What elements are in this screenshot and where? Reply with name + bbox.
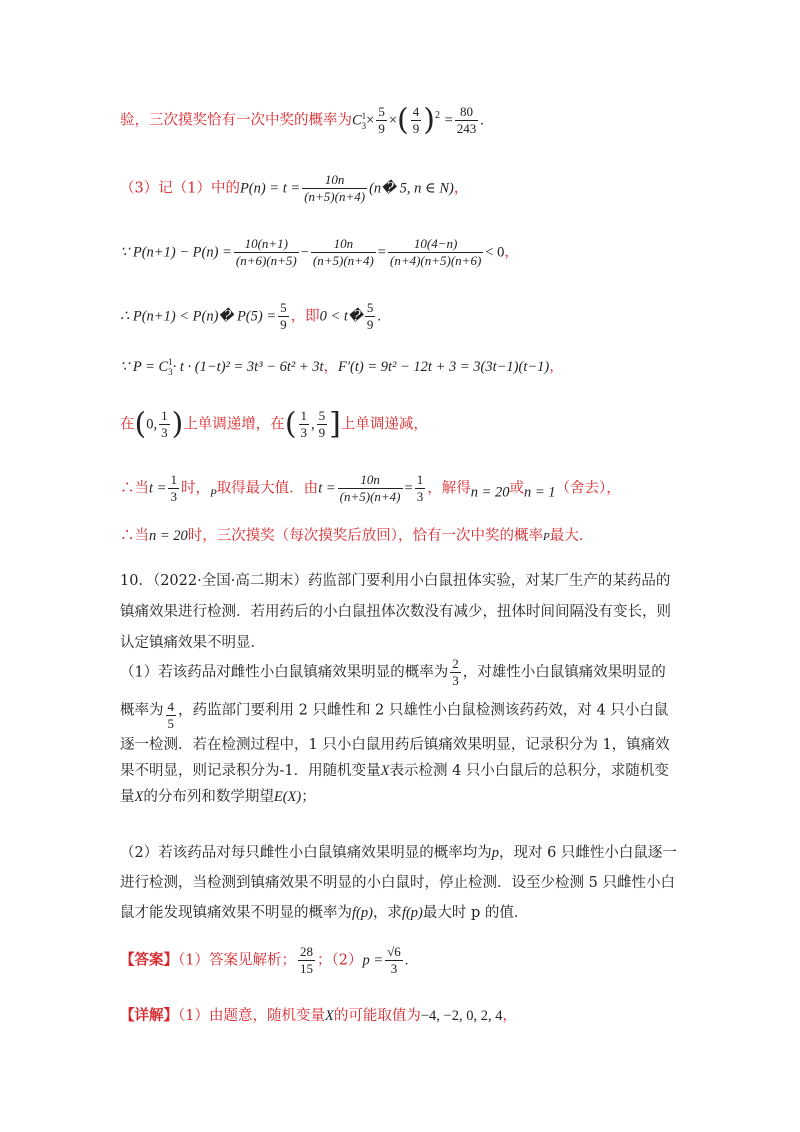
- math: f(p): [401, 905, 423, 921]
- text: （1）若该药品对雌性小白鼠镇痛效果明显的概率为: [120, 664, 449, 681]
- detail-line: [120, 1004, 700, 1028]
- math: · t · (1−t)² = 3t³ − 6t² + 3t: [172, 359, 324, 375]
- text: （舍去），: [555, 480, 621, 497]
- fraction: $\frac{1}{3}$: [300, 408, 308, 440]
- math: t =: [149, 480, 167, 497]
- math: < 0: [485, 244, 505, 261]
- problem-10-statement: [120, 566, 680, 659]
- text: 上单调递增，在: [183, 416, 285, 433]
- math: ∵ P = C: [120, 359, 169, 375]
- text: ，: [502, 1008, 517, 1024]
- answer-label: 【答案】: [120, 951, 178, 969]
- solution-line-4: [120, 300, 700, 333]
- text: （3）记（1）中的: [120, 180, 240, 197]
- text: （1）由题意，随机变量: [178, 1008, 325, 1024]
- text: ，求: [372, 905, 402, 921]
- fraction: $\frac{5}{9}$: [318, 408, 326, 440]
- text: 10．（2022·全国·高二期末）药监部门要利用小白鼠扭体实验，对某厂生产的某药品的镇痛效果进行检测．若用药后的小白鼠扭体次数没有减少，扭体时间间隔没有变长，则认定镇痛效果不明显．: [120, 573, 671, 651]
- math: C: [352, 112, 362, 129]
- fraction: $\frac{2}{3}$: [452, 656, 459, 688]
- text: 验，三次摸奖恰有一次中奖的概率为: [120, 112, 352, 129]
- text: ，即: [290, 308, 320, 325]
- math: P: [209, 487, 217, 500]
- answer-line: [120, 944, 700, 977]
- math-exp: 2: [434, 110, 440, 121]
- fraction: $\frac{4}{9}$: [412, 104, 420, 136]
- text: ，: [549, 359, 564, 375]
- fraction: $\frac{5}{9}$: [280, 300, 287, 332]
- math: n = 20: [149, 528, 188, 544]
- math: p: [491, 845, 499, 861]
- math-indices: 1 3: [168, 357, 173, 377]
- fraction: $\frac{28}{15}$: [299, 944, 313, 976]
- detail-label: 【详解】: [120, 1007, 178, 1024]
- math: P(n) = t =: [239, 180, 301, 197]
- fraction: $\frac{10(n+1)}{(n+6)(n+5)}$: [235, 236, 297, 268]
- fraction: $\frac{80}{243}$: [456, 104, 477, 136]
- math: 0,: [146, 416, 158, 433]
- text: ，: [323, 359, 339, 375]
- math: 0 < t�: [319, 308, 363, 325]
- text: ，: [453, 180, 469, 197]
- math: =: [377, 244, 386, 261]
- fraction: $\frac{5}{9}$: [366, 300, 374, 332]
- text: 时，: [180, 480, 210, 497]
- math: n = 20: [470, 484, 510, 501]
- math: n = 1: [524, 484, 556, 501]
- solution-line-7: [120, 472, 700, 505]
- text: .: [404, 952, 409, 969]
- text: ，药监部门要利用 2 只雌性和 2 只雄性小白鼠检测该药药效，对 4 只小白鼠逐一检测．若在检测过程中，1 只小白鼠用药后镇痛效果明显，记录积分为 1，镇痛效果不明显，则记录积分为-1．用随机变量: [120, 702, 670, 779]
- math: X: [134, 789, 144, 805]
- fraction: $\frac{10(4-n)}{(n+4)(n+5)(n+6)}$: [389, 236, 482, 268]
- math: =: [444, 112, 453, 129]
- text: 的可能取值为: [333, 1008, 421, 1024]
- text: ，现对 6 只雌性小白鼠逐一进行检测，当检测到镇痛效果不明显的小白鼠时，停止检测．设至少检测 5 只雌性小白鼠才能发现镇痛效果不明显的概率为: [120, 845, 677, 921]
- text: 表示检测 4 只小白鼠后的总积分，求随机变量: [120, 763, 669, 805]
- text: ；: [301, 789, 316, 805]
- math: f(p): [352, 905, 373, 921]
- math: E(X): [273, 789, 302, 805]
- fraction: $\frac{√6}{3}$: [387, 944, 401, 976]
- math-indices: 1 3: [361, 110, 367, 131]
- math: X: [380, 763, 390, 779]
- fraction: $\frac{1}{3}$: [416, 472, 424, 504]
- text: 在: [120, 416, 135, 433]
- fraction: $\frac{1}{3}$: [161, 408, 168, 440]
- text: ∴当: [120, 528, 149, 544]
- math: P: [543, 531, 550, 543]
- math: ∵ P(n+1) − P(n) =: [120, 244, 232, 261]
- text: ，: [504, 244, 519, 261]
- fraction: $\frac{5}{9}$: [378, 104, 385, 136]
- math: ∴ P(n+1) < P(n)� P(5) =: [120, 308, 277, 325]
- text: .: [377, 308, 381, 325]
- text: ，对雄性小白鼠镇痛效果明显的概率为: [120, 664, 666, 719]
- math: t =: [318, 480, 336, 497]
- text: ，解得: [427, 480, 471, 497]
- math: (n� 5, n ∈ N): [369, 180, 454, 197]
- text: 或: [509, 480, 524, 497]
- solution-line-3: [120, 236, 700, 269]
- math: ×: [388, 112, 398, 129]
- text: ∴当: [120, 480, 149, 497]
- math: −4, −2, 0, 2, 4: [420, 1008, 503, 1024]
- math: p =: [362, 952, 384, 969]
- solution-line-1: 验，三次摸奖恰有一次中奖的概率为C 1 3 × $\frac{5}{9}$ ×( $\frac{4}{9}$ )$^2$ = $\frac{80}{243}$ .: [120, 102, 484, 138]
- math: ×: [366, 112, 375, 129]
- problem-10-part-2: [120, 838, 680, 928]
- fraction: $\frac{10n}{(n+5)(n+4)}$: [339, 472, 401, 504]
- fraction: $\frac{1}{3}$: [170, 472, 177, 504]
- text: 时，三次摸奖（每次摸奖后放回），恰有一次中奖的概率: [187, 528, 544, 544]
- fraction: $\frac{4}{5}$: [167, 699, 174, 731]
- fraction: $\frac{10n}{(n+5)(n+4)}$: [304, 172, 366, 204]
- math: =: [404, 480, 413, 497]
- text: 上单调递减，: [340, 416, 428, 433]
- solution-line-6: 在(0, $\frac{1}{3}$ )上单调递增，在( $\frac{1}{3}$ , $\frac{5}{9}$ ]上单调递减，: [120, 406, 428, 442]
- math: X: [324, 1008, 334, 1024]
- solution-line-5: [120, 355, 700, 379]
- text: ；（2）: [316, 952, 363, 969]
- solution-line-8: [120, 524, 700, 549]
- text: 的分布列和数学期望: [143, 789, 274, 805]
- text: （1）答案见解析；: [178, 952, 296, 969]
- solution-line-2: [120, 172, 700, 205]
- text: .: [480, 112, 484, 129]
- problem-10-part-1: [120, 656, 680, 810]
- text: 最大．: [549, 528, 594, 544]
- math: F′(t) = 9t² − 12t + 3 = 3(3t−1)(t−1): [338, 359, 550, 375]
- text: 取得最大值．由: [216, 480, 319, 497]
- text: 最大时 p 的值．: [422, 905, 529, 921]
- fraction: $\frac{10n}{(n+5)(n+4)}$: [312, 236, 374, 268]
- text: （2）若该药品对每只雌性小白鼠镇痛效果明显的概率均为: [120, 845, 492, 861]
- math: −: [300, 244, 309, 261]
